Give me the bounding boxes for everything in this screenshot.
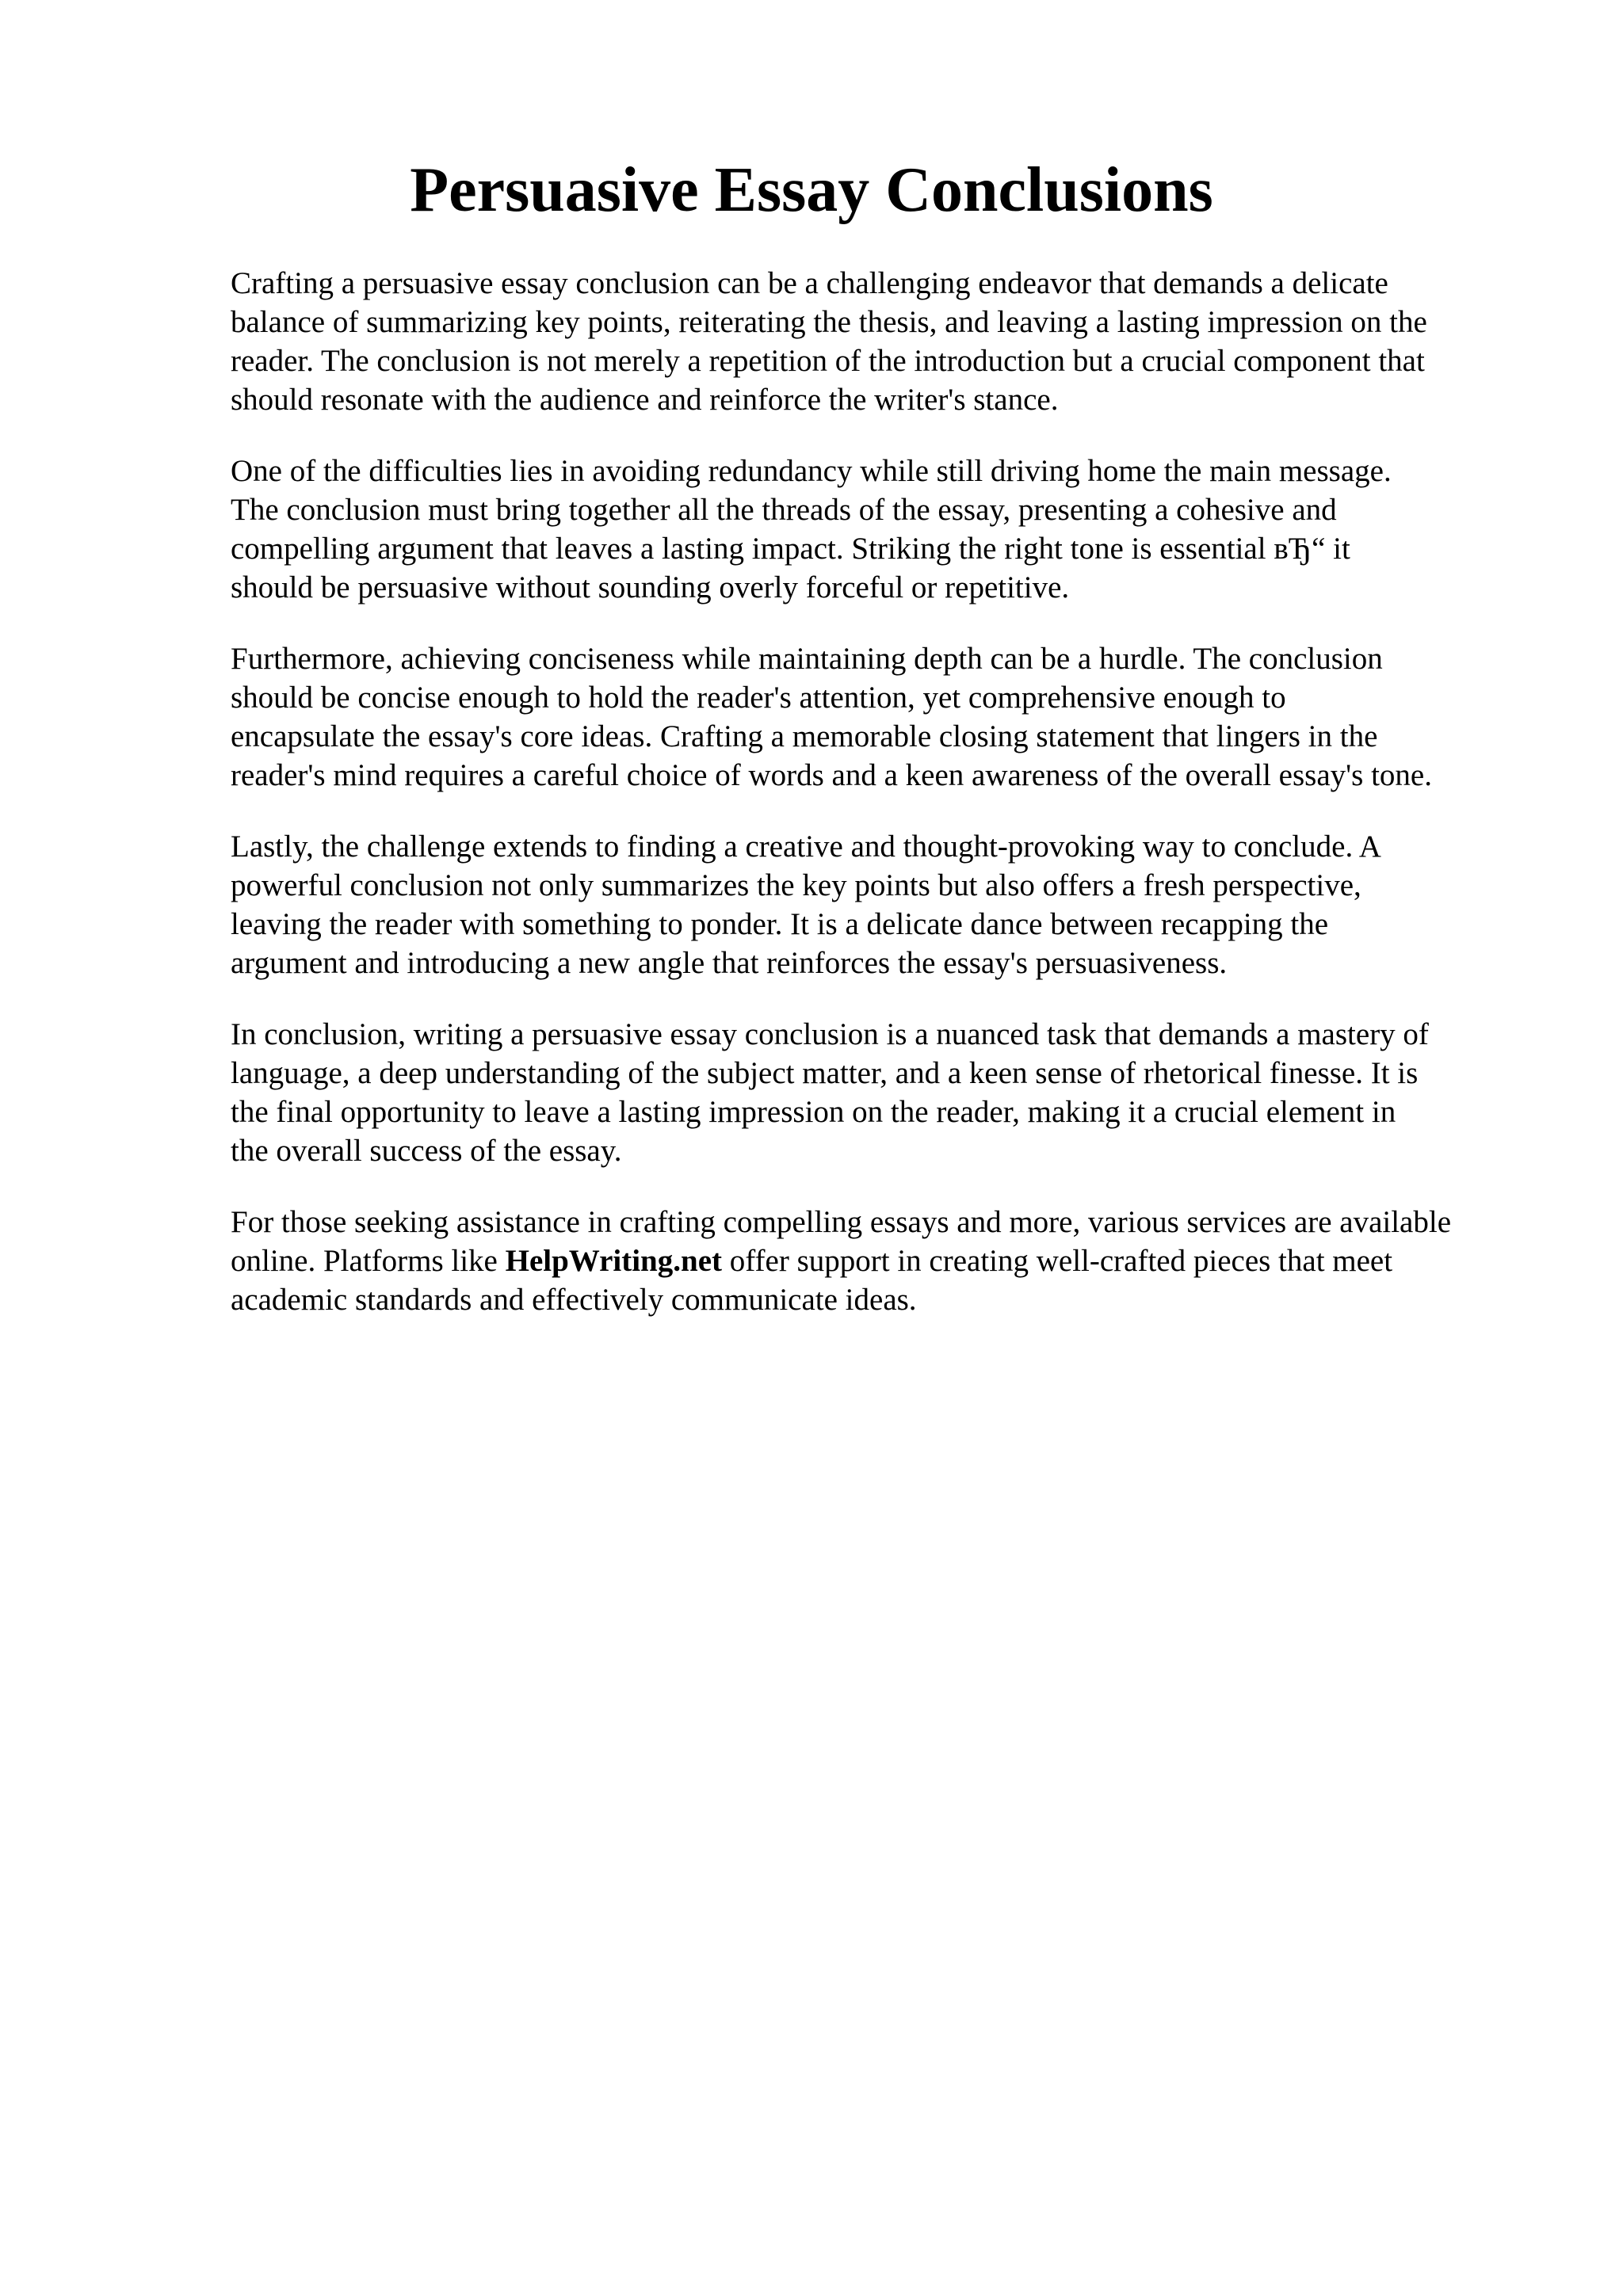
text-line: should be persuasive without sounding overly forceful or repetitive. [231,570,1070,605]
document-body [231,264,1594,1352]
text-line: argument and introducing a new angle that reinforces the essay's persuasiveness. [231,946,1228,980]
text-line: compelling argument that leaves a lasting impact. Striking the right tone is essential вЂ“ it [231,532,1350,566]
paragraph-conciseness [231,639,1594,795]
text-segment: offer support in creating well-crafted pieces that meet [722,1244,1393,1278]
paragraph-intro [231,264,1594,419]
text-line: In conclusion, writing a persuasive essay conclusion is a nuanced task that demands a mastery of [231,1017,1429,1051]
text-line: reader. The conclusion is not merely a repetition of the introduction but a crucial component that [231,344,1425,378]
text-line: Lastly, the challenge extends to finding a creative and thought-provoking way to conclude. A [231,830,1381,864]
paragraph-conclusion [231,1015,1594,1170]
text-line: The conclusion must bring together all the threads of the essay, presenting a cohesive and [231,493,1337,527]
text-line: reader's mind requires a careful choice of words and a keen awareness of the overall essay's tone. [231,758,1432,792]
paragraph-creativity [231,827,1594,982]
text-line: Furthermore, achieving conciseness while maintaining depth can be a hurdle. The conclusion [231,642,1383,676]
text-line: balance of summarizing key points, reiterating the thesis, and leaving a lasting impression on the [231,305,1427,339]
text-line: language, a deep understanding of the subject matter, and a keen sense of rhetorical finesse. It is [231,1056,1419,1090]
text-line: the final opportunity to leave a lasting impression on the reader, making it a crucial element in [231,1095,1396,1129]
text-line: Crafting a persuasive essay conclusion can be a challenging endeavor that demands a delicate [231,266,1388,300]
text-line: powerful conclusion not only summarizes the key points but also offers a fresh perspective, [231,868,1361,902]
text-line: should resonate with the audience and reinforce the writer's stance. [231,383,1059,417]
brand-name-helpwriting: HelpWriting.net [505,1244,722,1278]
page-title: Persuasive Essay Conclusions [410,155,1213,225]
paragraph-closing [231,1203,1594,1319]
text-line [231,1241,1594,1280]
paragraph-difficulties [231,452,1594,607]
text-line: the overall success of the essay. [231,1134,622,1168]
text-segment: online. Platforms like [231,1244,506,1278]
text-line: leaving the reader with something to ponder. It is a delicate dance between recapping the [231,907,1329,941]
text-line: One of the difficulties lies in avoiding redundancy while still driving home the main message. [231,454,1392,488]
text-line: should be concise enough to hold the reader's attention, yet comprehensive enough to [231,681,1286,715]
text-line: academic standards and effectively communicate ideas. [231,1283,917,1317]
text-line: encapsulate the essay's core ideas. Crafting a memorable closing statement that lingers in the [231,719,1378,753]
text-line: For those seeking assistance in crafting compelling essays and more, various services are available [231,1205,1452,1239]
